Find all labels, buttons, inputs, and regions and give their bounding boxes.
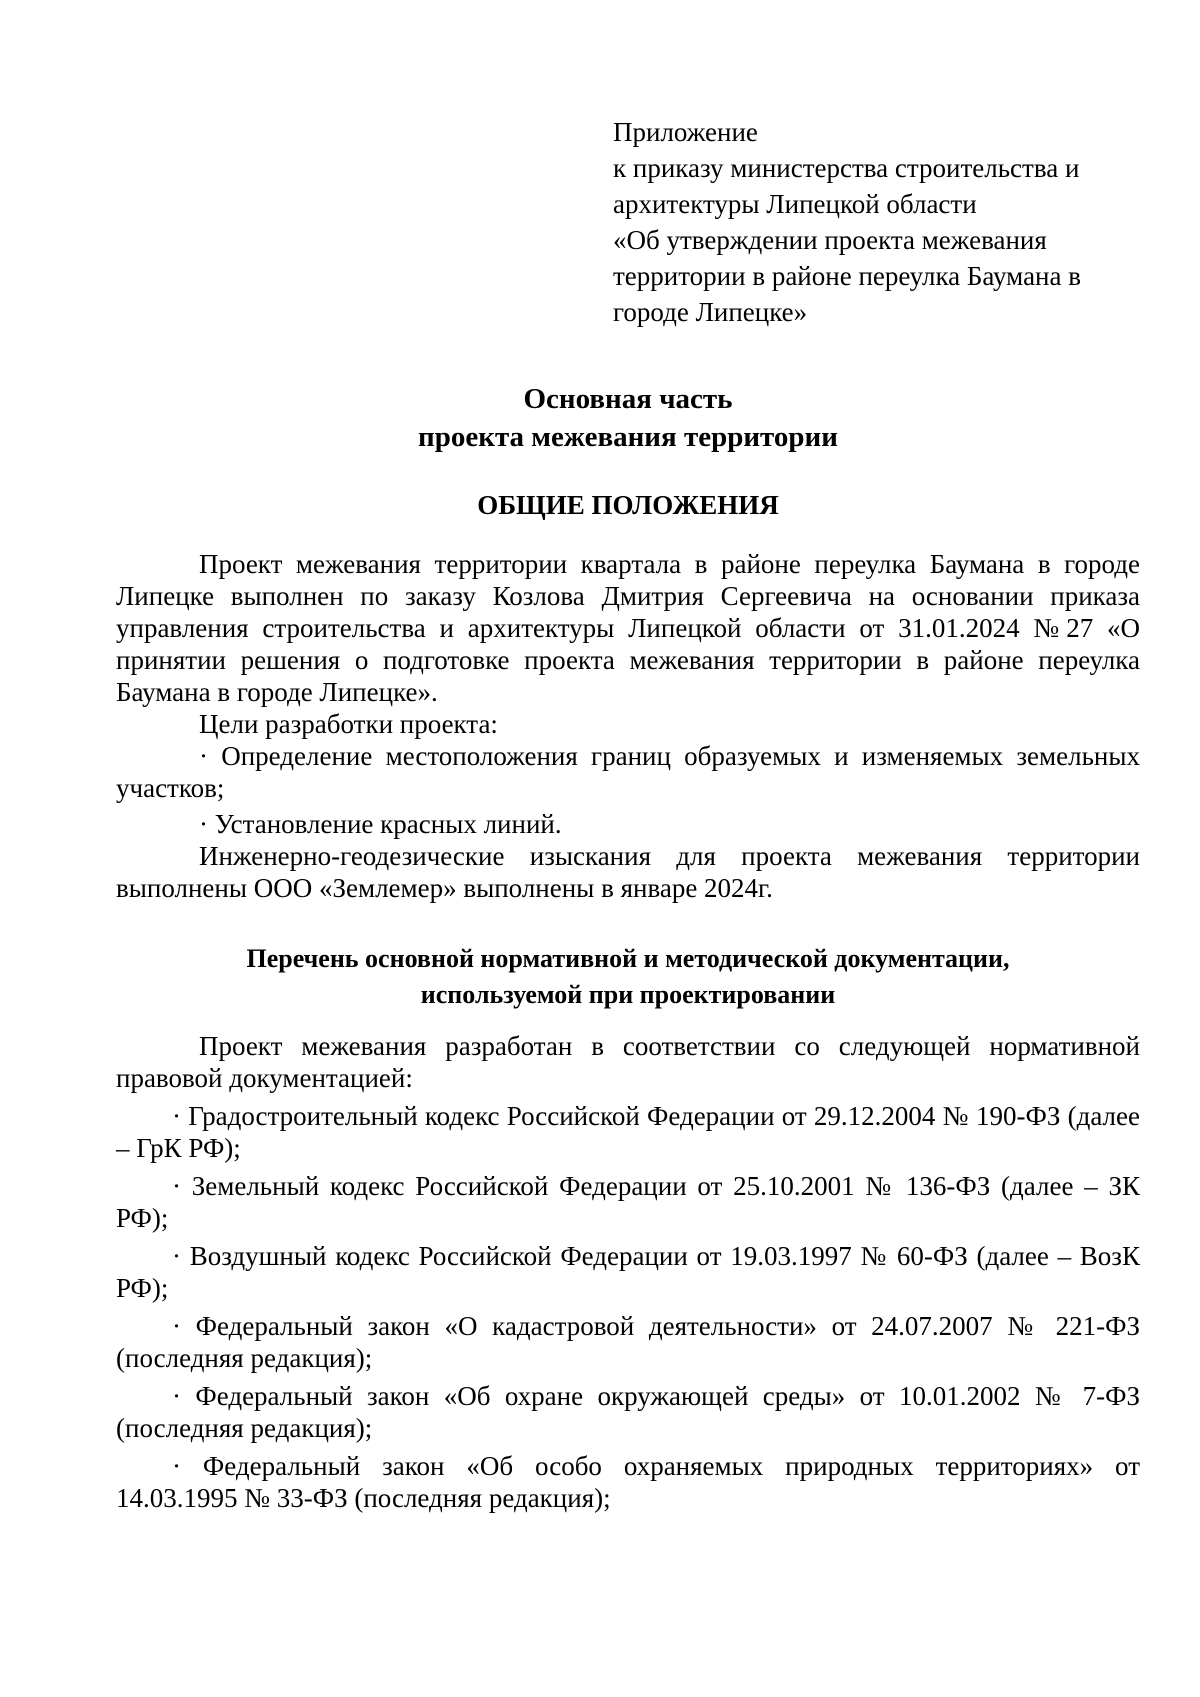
goals-label: Цели разработки проекта: [199, 709, 498, 739]
docs-heading [116, 941, 1140, 1013]
docs-list-item: · Воздушный кодекс Российской Федерации от 19.03.1997 № 60-ФЗ (далее – ВозК РФ); [116, 1241, 1140, 1303]
docs-list-item: · Земельный кодекс Российской Федерации от 25.10.2001 № 136-ФЗ (далее – ЗК РФ); [116, 1171, 1140, 1233]
appendix-line: к приказу министерства строительства и [613, 153, 1080, 183]
appendix-line: «Об утверждении проекта межевания [613, 225, 1047, 255]
docs-list-item: · Федеральный закон «О кадастровой деятельности» от 24.07.2007 № 221-ФЗ (последняя редакция); [116, 1311, 1140, 1373]
docs-heading-line-1: Перечень основной нормативной и методической документации, [246, 944, 1010, 973]
appendix-line: городе Липецке» [613, 297, 808, 327]
appendix-line: архитектуры Липецкой области [613, 189, 977, 219]
general-provisions-section [116, 548, 1140, 904]
docs-section [116, 1030, 1140, 1520]
title-line-2: проекта межевания территории [418, 421, 838, 453]
appendix-line: территории в районе переулка Баумана в [613, 261, 1081, 291]
title-line-1: Основная часть [523, 383, 733, 415]
appendix-block [613, 114, 1173, 330]
goal-item: · Определение местоположения границ образуемых и изменяемых земельных участков; [116, 741, 1140, 803]
goal-item: · Установление красных линий. [199, 809, 562, 839]
docs-intro: Проект межевания разработан в соответствии со следующей нормативной правовой документацией: [116, 1031, 1140, 1093]
docs-list-item: · Федеральный закон «Об охране окружающей среды» от 10.01.2002 № 7-ФЗ (последняя редакция); [116, 1381, 1140, 1443]
appendix-line: Приложение [613, 117, 758, 147]
docs-heading-line-2: используемой при проектировании [420, 980, 836, 1009]
docs-list-item: · Градостроительный кодекс Российской Федерации от 29.12.2004 № 190-ФЗ (далее – ГрК РФ); [116, 1101, 1140, 1163]
general-provisions-heading: ОБЩИЕ ПОЛОЖЕНИЯ [477, 490, 779, 520]
general-paragraph-2: Инженерно-геодезические изыскания для проекта межевания территории выполнены ООО «Землемер» выполнены в январе 2024г. [116, 841, 1140, 903]
docs-list-item: · Федеральный закон «Об особо охраняемых природных территориях» от 14.03.1995 № 33-ФЗ (последняя редакция); [116, 1451, 1140, 1513]
document-title [0, 380, 1200, 456]
general-paragraph-1: Проект межевания территории квартала в районе переулка Баумана в городе Липецке выполнен по заказу Козлова Дмитрия Сергеевича на основании приказа управления строительства и архитектуры Липецкой области от 31.01.2024 №27 «О принятии решения о подготовке проекта межевания территории в районе переулка Баумана в городе Липецке». [116, 549, 1140, 707]
